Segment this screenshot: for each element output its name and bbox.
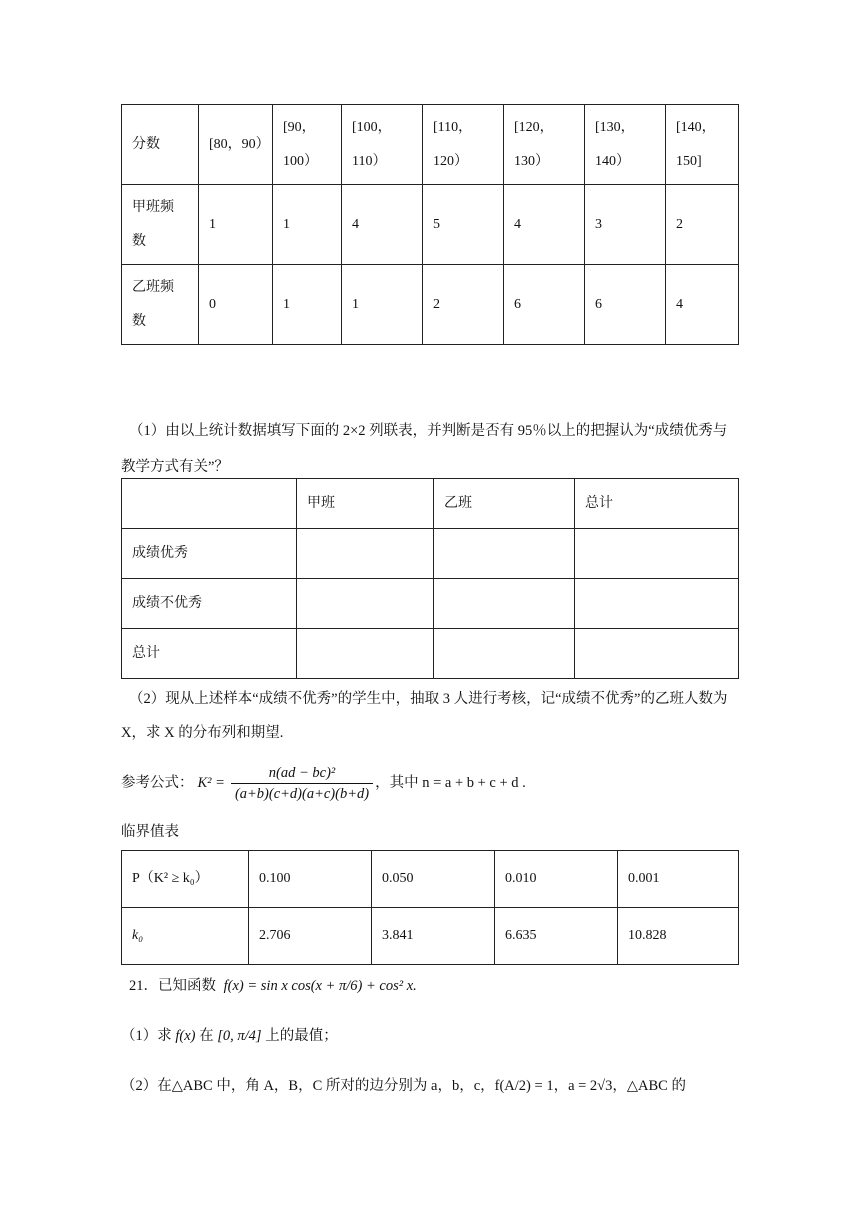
freq-header-cell: [90，100） bbox=[273, 105, 342, 185]
contingency-cell bbox=[575, 529, 739, 579]
freq-cell: 0 bbox=[199, 265, 273, 345]
freq-cell: 3 bbox=[585, 185, 666, 265]
freq-cell: 2 bbox=[423, 265, 504, 345]
formula-fraction bbox=[231, 763, 373, 804]
freq-cell: 4 bbox=[666, 265, 739, 345]
question-21-part-2: （2）在△ABC 中，角 A，B，C 所对的边分别为 a，b，c，f(A/2) = 1，a = 2√3，△ABC 的 bbox=[121, 1078, 686, 1094]
formula-numerator: n(ad − bc)² bbox=[231, 763, 373, 784]
contingency-row-label: 成绩优秀 bbox=[122, 529, 297, 579]
contingency-header-cell bbox=[122, 479, 297, 529]
formula-tail: ，其中 n = a + b + c + d . bbox=[375, 775, 526, 791]
freq-cell: 5 bbox=[423, 185, 504, 265]
question-21-part-1 bbox=[121, 1026, 338, 1046]
freq-cell: 6 bbox=[585, 265, 666, 345]
q21-p1-function: f(x) bbox=[175, 1028, 196, 1044]
reference-formula bbox=[121, 762, 526, 804]
contingency-cell bbox=[297, 529, 434, 579]
freq-cell: 1 bbox=[199, 185, 273, 265]
contingency-header-cell: 总计 bbox=[575, 479, 739, 529]
question-2: （2）现从上述样本“成绩不优秀”的学生中，抽取 3 人进行考核，记“成绩不优秀”的乙班人数为 X，求 X 的分布列和期望. bbox=[121, 691, 728, 741]
q21-label: 21．已知函数 bbox=[129, 978, 216, 994]
crit-cell: 2.706 bbox=[249, 908, 372, 965]
contingency-row-label: 总计 bbox=[122, 629, 297, 679]
crit-cell: 0.010 bbox=[495, 851, 618, 908]
freq-cell: 4 bbox=[342, 185, 423, 265]
freq-header-row bbox=[122, 105, 739, 185]
crit-cell: 0.001 bbox=[618, 851, 739, 908]
freq-cell: 1 bbox=[342, 265, 423, 345]
crit-k-row bbox=[122, 908, 739, 965]
contingency-cell bbox=[434, 529, 575, 579]
freq-cell: 1 bbox=[273, 185, 342, 265]
contingency-cell bbox=[434, 579, 575, 629]
crit-cell: 3.841 bbox=[372, 908, 495, 965]
question-21-intro bbox=[129, 976, 417, 996]
q21-p1-prefix: （1）求 bbox=[121, 1028, 172, 1044]
freq-cell: 6 bbox=[504, 265, 585, 345]
crit-row-label: k₀ bbox=[122, 908, 249, 965]
crit-cell: 6.635 bbox=[495, 908, 618, 965]
contingency-cell bbox=[297, 629, 434, 679]
contingency-row bbox=[122, 529, 739, 579]
freq-cell: 4 bbox=[504, 185, 585, 265]
crit-cell: 0.100 bbox=[249, 851, 372, 908]
question-1: （1）由以上统计数据填写下面的 2×2 列联表，并判断是否有 95％以上的把握认为“成绩优秀与教学方式有关”？ bbox=[121, 423, 728, 475]
frequency-table bbox=[121, 104, 739, 345]
crit-cell: 0.050 bbox=[372, 851, 495, 908]
freq-header-cell: [140，150] bbox=[666, 105, 739, 185]
contingency-cell bbox=[434, 629, 575, 679]
contingency-header-cell: 乙班 bbox=[434, 479, 575, 529]
freq-header-cell: [100，110） bbox=[342, 105, 423, 185]
freq-header-cell: [80，90） bbox=[199, 105, 273, 185]
freq-row-a bbox=[122, 185, 739, 265]
crit-row-label: P（K² ≥ k₀） bbox=[122, 851, 249, 908]
q21-p1-suffix: 上的最值； bbox=[265, 1028, 338, 1044]
freq-row-b bbox=[122, 265, 739, 345]
freq-header-cell: [110，120） bbox=[423, 105, 504, 185]
crit-cell: 10.828 bbox=[618, 908, 739, 965]
contingency-cell bbox=[575, 579, 739, 629]
freq-row-label: 甲班频数 bbox=[122, 185, 199, 265]
contingency-cell bbox=[575, 629, 739, 679]
contingency-header-row bbox=[122, 479, 739, 529]
critical-values-table bbox=[121, 850, 739, 965]
crit-p-row bbox=[122, 851, 739, 908]
contingency-header-cell: 甲班 bbox=[297, 479, 434, 529]
q21-function: f(x) = sin x cos(x + π/6) + cos² x. bbox=[223, 978, 417, 994]
critical-table-title: 临界值表 bbox=[121, 824, 179, 840]
q21-p1-interval: [0, π/4] bbox=[217, 1028, 262, 1044]
formula-label: 参考公式： bbox=[121, 775, 194, 791]
freq-row-label: 乙班频数 bbox=[122, 265, 199, 345]
freq-header-cell: [120，130） bbox=[504, 105, 585, 185]
freq-cell: 1 bbox=[273, 265, 342, 345]
contingency-row bbox=[122, 629, 739, 679]
contingency-row bbox=[122, 579, 739, 629]
contingency-cell bbox=[297, 579, 434, 629]
freq-header-cell: 分数 bbox=[122, 105, 199, 185]
formula-denominator: (a+b)(c+d)(a+c)(b+d) bbox=[234, 785, 370, 802]
formula-lhs: K² = bbox=[197, 775, 225, 791]
q21-p1-mid: 在 bbox=[199, 1028, 214, 1044]
freq-cell: 2 bbox=[666, 185, 739, 265]
freq-header-cell: [130，140） bbox=[585, 105, 666, 185]
contingency-table bbox=[121, 478, 739, 679]
contingency-row-label: 成绩不优秀 bbox=[122, 579, 297, 629]
